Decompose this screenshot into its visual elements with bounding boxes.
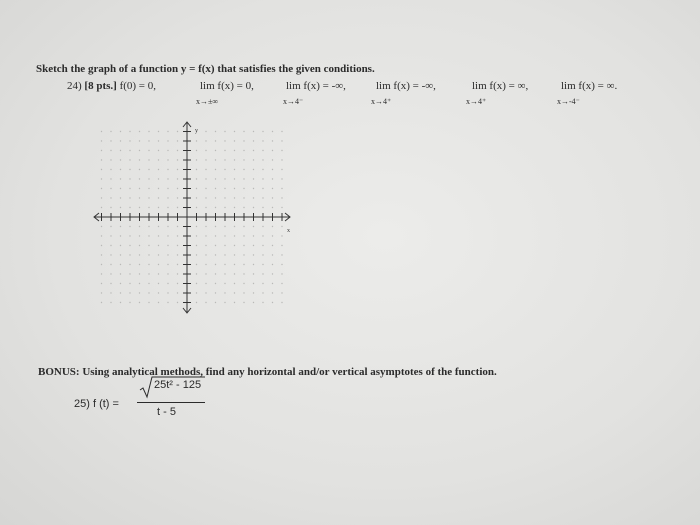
limit-condition-1: lim f(x) = 0,	[200, 80, 254, 92]
limit-sub-2: x→4⁻	[283, 97, 304, 106]
limit-condition-3: lim f(x) = -∞,	[376, 80, 436, 92]
limit-sub-3: x→4⁺	[371, 97, 392, 106]
limit-sub-5: x→-4⁻	[557, 97, 580, 106]
limit-condition-2: lim f(x) = -∞,	[286, 80, 346, 92]
bonus-label: BONUS:	[38, 366, 80, 378]
y-axis-label: y	[195, 128, 198, 134]
bonus-text: Using analytical methods, find any horizontal and/or vertical asymptotes of the function.	[82, 366, 497, 378]
function-lhs: f (t) =	[92, 398, 119, 410]
condition-f0: f(0) = 0,	[119, 80, 157, 92]
limit-condition-5: lim f(x) = ∞.	[561, 80, 618, 92]
instruction-text: Sketch the graph of a function y = f(x) that satisfies the given conditions.	[36, 63, 375, 75]
limit-condition-4: lim f(x) = ∞,	[472, 80, 529, 92]
x-axis-label: x	[287, 228, 290, 234]
limit-sub-4: x→4⁺	[466, 97, 487, 106]
fraction-numerator: 25t² - 125	[154, 379, 202, 391]
problem-number: 25)	[74, 398, 90, 410]
limit-sub-1: x→±∞	[196, 97, 219, 106]
fraction-bar	[137, 402, 205, 403]
problem-number: 24)	[67, 80, 82, 92]
fraction-denominator: t - 5	[157, 406, 176, 418]
points-label: [8 pts.]	[84, 80, 117, 92]
